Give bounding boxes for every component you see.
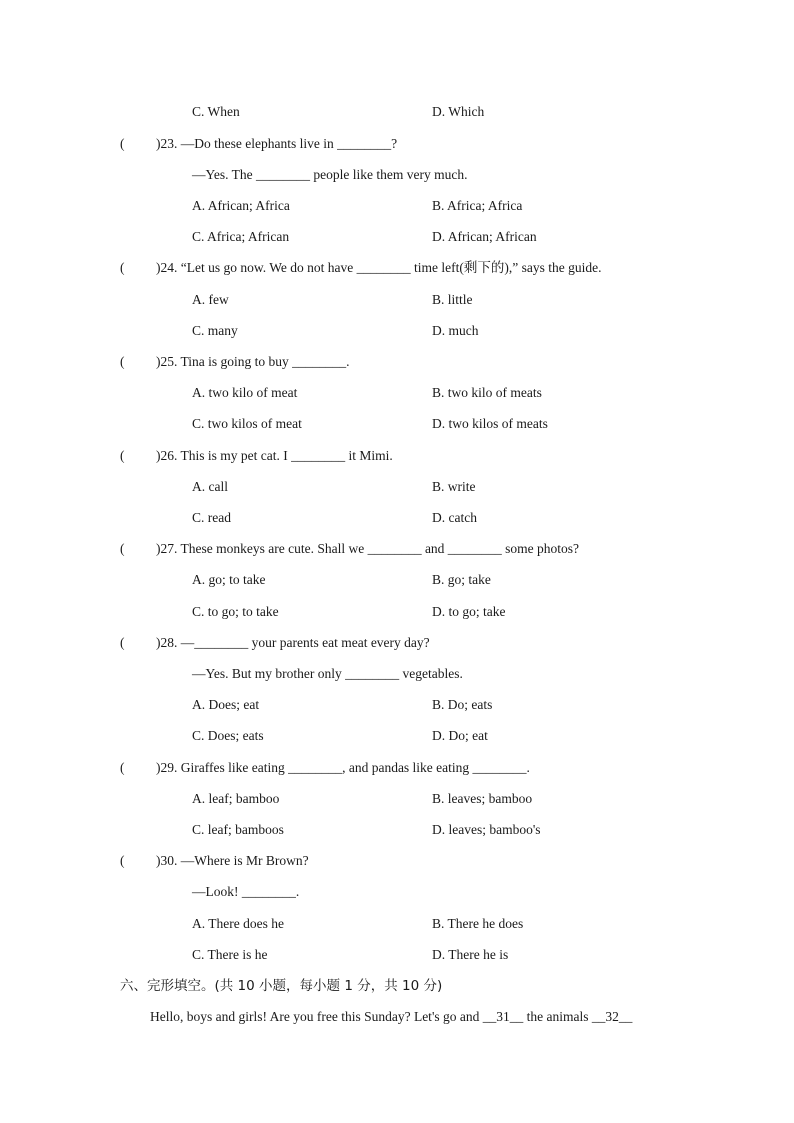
q30-option-d: D. There he is xyxy=(432,947,509,962)
q29-stem-line xyxy=(120,759,530,777)
q29-answer-paren[interactable]: ( xyxy=(120,760,125,775)
q26-answer-paren[interactable]: ( xyxy=(120,448,125,463)
q27-option-c: C. to go; to take xyxy=(192,604,279,619)
section-6-passage: Hello, boys and girls! Are you free this Sunday? Let's go and __31__ the animals __32__ xyxy=(150,1009,633,1024)
q27-option-a: A. go; to take xyxy=(192,572,266,587)
q28-option-c: C. Does; eats xyxy=(192,728,264,743)
q28-reply: —Yes. But my brother only ________ vegetables. xyxy=(192,666,463,681)
q24-answer-paren[interactable]: ( xyxy=(120,260,125,275)
q24-stem-line xyxy=(120,259,601,277)
q27-answer-paren[interactable]: ( xyxy=(120,541,125,556)
q28-answer-paren[interactable]: ( xyxy=(120,635,125,650)
q26-option-b: B. write xyxy=(432,479,476,494)
q30-reply: —Look! ________. xyxy=(192,884,300,899)
q28-stem: )28. —________ your parents eat meat every day? xyxy=(156,635,430,650)
q24-stem: )24. “Let us go now. We do not have ________ time left(剩下的),” says the guide. xyxy=(156,260,602,275)
q22-option-d: D. Which xyxy=(432,104,485,119)
q30-option-c: C. There is he xyxy=(192,947,268,962)
q23-reply: —Yes. The ________ people like them very much. xyxy=(192,167,468,182)
q23-stem: )23. —Do these elephants live in ________? xyxy=(156,136,398,151)
q28-option-d: D. Do; eat xyxy=(432,728,488,743)
q26-stem: )26. This is my pet cat. I ________ it Mimi. xyxy=(156,448,393,463)
q29-stem: )29. Giraffes like eating ________, and pandas like eating ________. xyxy=(156,760,530,775)
q24-option-d: D. much xyxy=(432,323,479,338)
q28-option-b: B. Do; eats xyxy=(432,697,493,712)
q30-option-a: A. There does he xyxy=(192,916,284,931)
q28-option-a: A. Does; eat xyxy=(192,697,260,712)
q25-option-c: C. two kilos of meat xyxy=(192,416,302,431)
q24-option-c: C. many xyxy=(192,323,238,338)
q24-option-a: A. few xyxy=(192,292,229,307)
q26-option-d: D. catch xyxy=(432,510,477,525)
q29-option-a: A. leaf; bamboo xyxy=(192,791,280,806)
q25-stem-line xyxy=(120,353,350,371)
q29-option-d: D. leaves; bamboo's xyxy=(432,822,541,837)
q30-stem: )30. —Where is Mr Brown? xyxy=(156,853,309,868)
q29-option-b: B. leaves; bamboo xyxy=(432,791,533,806)
q26-option-a: A. call xyxy=(192,479,228,494)
q27-stem-line xyxy=(120,540,579,558)
q24-option-b: B. little xyxy=(432,292,473,307)
q26-stem-line xyxy=(120,447,393,465)
q25-stem: )25. Tina is going to buy ________. xyxy=(156,354,350,369)
q25-option-a: A. two kilo of meat xyxy=(192,385,298,400)
q27-option-b: B. go; take xyxy=(432,572,491,587)
q25-option-d: D. two kilos of meats xyxy=(432,416,548,431)
q23-option-a: A. African; Africa xyxy=(192,198,290,213)
q23-option-c: C. Africa; African xyxy=(192,229,290,244)
q26-option-c: C. read xyxy=(192,510,231,525)
q25-answer-paren[interactable]: ( xyxy=(120,354,125,369)
q22-option-c: C. When xyxy=(192,104,240,119)
q23-answer-paren[interactable]: ( xyxy=(120,136,125,151)
q23-option-b: B. Africa; Africa xyxy=(432,198,523,213)
q28-stem-line xyxy=(120,634,430,652)
q27-option-d: D. to go; take xyxy=(432,604,506,619)
q23-stem-line xyxy=(120,135,397,153)
q29-option-c: C. leaf; bamboos xyxy=(192,822,284,837)
section-6-title: 六、完形填空。(共 10 小题，每小题 1 分，共 10 分) xyxy=(120,978,443,994)
q30-option-b: B. There he does xyxy=(432,916,524,931)
q23-option-d: D. African; African xyxy=(432,229,537,244)
q30-stem-line xyxy=(120,852,309,870)
q30-answer-paren[interactable]: ( xyxy=(120,853,125,868)
q25-option-b: B. two kilo of meats xyxy=(432,385,542,400)
q27-stem: )27. These monkeys are cute. Shall we ________ and ________ some photos? xyxy=(156,541,580,556)
